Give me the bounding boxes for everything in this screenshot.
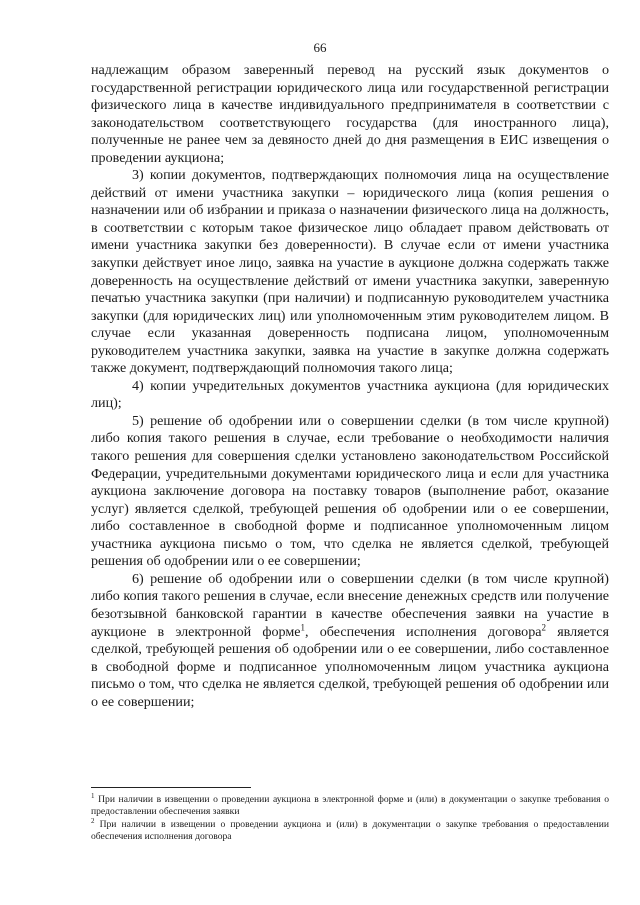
footnote-2-text: При наличии в извещении о проведении аукциона и (или) в документации о закупке требования о предоставлении обеспечения исполнения договора [91, 819, 609, 842]
paragraph-6-part-2: , обеспечения исполнения договора [305, 623, 542, 640]
paragraph-2-continuation: надлежащим образом заверенный перевод на русский язык документов о государственной регистрации юридического лица или государственной регистрации физического лица в качестве индивидуального предпринимателя в соответствии с законодательством соответствующего государства (для иностранного лица), полученные не ранее чем за девяносто дней до дня размещения в ЕИС извещения о проведении аукциона; [91, 62, 609, 166]
footnote-reference-1: 1 [300, 621, 306, 632]
footnote-reference-2: 2 [541, 621, 547, 632]
document-body [91, 62, 609, 711]
paragraph-6 [91, 571, 609, 711]
paragraph-3: 3) копии документов, подтверждающих полномочия лица на осуществление действий от имени участника закупки – юридического лица (копия решения о назначении или об избрании и приказа о назначении физического лица на должность, в соответствии с которым такое физическое лицо обладает правом действовать от имени участника закупки без доверенности). В случае если от имени участника закупки действует иное лицо, заявка на участие в аукционе должна содержать также доверенность на осуществление действий от имени участника закупки, заверенную печатью участника закупки (при наличии) и подписанную руководителем участника закупки (для юридических лиц) или уполномоченным этим руководителем лицом. В случае если указанная доверенность подписана лицом, уполномоченным руководителем участника закупки, заявка на участие в закупке должна содержать также документ, подтверждающий полномочия такого лица; [91, 167, 609, 377]
page-number: 66 [313, 40, 327, 55]
footnotes [91, 791, 609, 844]
footnote-2 [91, 816, 609, 843]
paragraph-5: 5) решение об одобрении или о совершении сделки (в том числе крупной) либо копия такого решения в случае, если требование о необходимости наличия такого решения для совершения сделки установлено законодательством Российской Федерации, учредительными документами юридического лица и если для участника аукциона заключение договора на поставку товаров (выполнение работ, оказание услуг) является сделкой, требующей решения об одобрении или о ее совершении, либо составленное в свободной форме и подписанное уполномоченным лицом участника аукциона письмо о том, что сделка не является сделкой, требующей решения об одобрении или о ее совершении; [91, 412, 609, 570]
paragraph-6-part-3: является сделкой, требующей решения об одобрении или о ее совершении, либо составленное в свободной форме и подписанное уполномоченным лицом участника аукциона письмо о том, что сделка не является сделкой, требующей решения об одобрении или о ее совершении; [91, 623, 609, 710]
footnote-2-mark: 2 [91, 816, 95, 825]
paragraph-6-part-1: 6) решение об одобрении или о совершении сделки (в том числе крупной) либо копия такого решения в случае, если внесение денежных средств или получение безотзывной банковской гарантии в качестве обеспечения заявки на участие в аукционе в электронной форме [91, 570, 609, 640]
footnote-1-mark: 1 [91, 791, 95, 800]
footnote-1 [91, 791, 609, 818]
footnote-separator [91, 787, 251, 788]
footnote-1-text: При наличии в извещении о проведении аукциона в электронной форме и (или) в документации о закупке требования о предоставлении обеспечения заявки [91, 794, 609, 817]
paragraph-4: 4) копии учредительных документов участника аукциона (для юридических лиц); [91, 377, 609, 412]
